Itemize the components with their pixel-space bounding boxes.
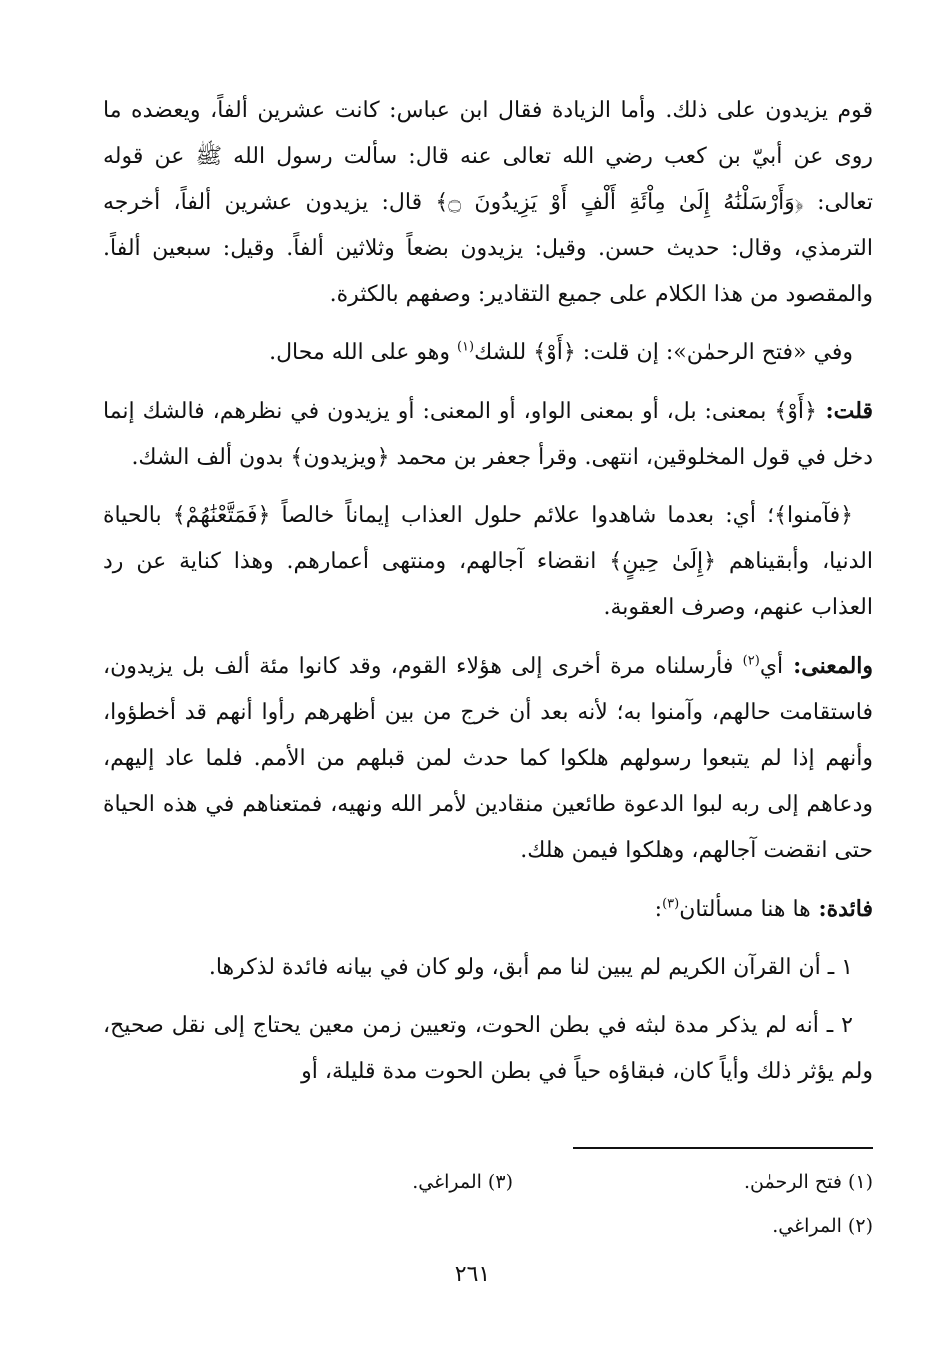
footnotes-row-1 bbox=[103, 1160, 873, 1204]
footnote-separator bbox=[573, 1147, 873, 1149]
footnote-ref-2: (٢) bbox=[742, 653, 760, 669]
paragraph-2-text-b: وهو على الله محال. bbox=[269, 340, 457, 365]
page-number: ٢٦١ bbox=[454, 1262, 491, 1287]
paragraph-8: ٢ ـ أنه لم يذكر مدة لبثه في بطن الحوت، وتعيين زمن معين يحتاج إلى نقل صحيح، ولم يؤثر ذلك وأياً كان، فبقاؤه حياً في بطن الحوت مدة قليلة، أو bbox=[103, 1013, 873, 1084]
paragraph-6 bbox=[103, 886, 873, 933]
paragraph-6-lead: فائدة: bbox=[810, 896, 873, 922]
paragraph-2 bbox=[103, 330, 873, 376]
footnotes bbox=[103, 1160, 873, 1248]
paragraph-5-lead: والمعنى: bbox=[783, 653, 874, 679]
footnote-ref-3: (٣) bbox=[662, 896, 680, 912]
footnote-ref-1: (١) bbox=[456, 339, 475, 355]
paragraph-7: ١ ـ أن القرآن الكريم لم يبين لنا مم أبق، ولو كان في بيانه فائدة لذكرها. bbox=[208, 955, 853, 980]
paragraph-3-lead: قلت: bbox=[816, 398, 873, 424]
paragraph-6-text-a: ها هنا مسألتان bbox=[679, 897, 811, 922]
paragraph-5-text-b: فأرسلناه مرة أخرى إلى هؤلاء القوم، وقد كانوا مئة ألف بل يزيدون، فاستقامت حالهم، وآمنوا به؛ لأنه بعد أن خرج من بين أظهرهم رأوا أنهم قد أخطؤوا، وأنهم إذا لم يتبعوا رسولهم هلكوا كما حدث لمن قبلهم من الأمم. فلما عاد إليهم، ودعاهم إلى ربه لبوا الدعوة طائعين منقادين لأمر الله ونهيه، فمتعناهم في هذه الحياة حتى انقضت آجالهم، وهلكوا فيمن هلك. bbox=[103, 654, 873, 863]
paragraph-3 bbox=[103, 388, 873, 481]
footnotes-row-2 bbox=[103, 1204, 873, 1248]
footnote-2: (٢) المراغي. bbox=[772, 1215, 873, 1237]
paragraph-2-text-a: وفي «فتح الرحمٰن»: إن قلت: ﴿أَوْ﴾ للشك bbox=[474, 340, 853, 365]
main-text bbox=[103, 88, 873, 1107]
paragraph-5-text-a: أي bbox=[759, 654, 784, 679]
paragraph-4: ﴿فآمنوا﴾؛ أي: بعدما شاهدوا علائم حلول العذاب إيماناً خالصاً ﴿فَمَتَّعْنَٰهُمْ﴾ بالحياة الدنيا، وأبقيناهم ﴿إِلَىٰ حِينٍ﴾ انقضاء آجالهم، ومنتهى أعمارهم. وهذا كناية عن رد العذاب عنهم، وصرف العقوبة. bbox=[103, 503, 873, 620]
paragraph-5 bbox=[103, 643, 873, 874]
paragraph-6-text-b: : bbox=[654, 897, 663, 922]
footnote-1: (١) فتح الرحمٰن. bbox=[744, 1171, 873, 1193]
footnote-3: (٣) المراغي. bbox=[412, 1171, 513, 1193]
paragraph-3-text: ﴿أَوْ﴾ بمعنى: بل، أو بمعنى الواو، أو المعنى: أو يزيدون في نظرهم، فالشك إنما دخل في قول المخلوقين، انتهى. وقرأ جعفر بن محمد ﴿ويزيدون﴾ بدون ألف الشك. bbox=[103, 399, 873, 470]
paragraph-1: قوم يزيدون على ذلك. وأما الزيادة فقال ابن عباس: كانت عشرين ألفاً، ويعضده ما روى عن أبيّ بن كعب رضي الله تعالى عنه قال: سألت رسول الله ﷺ عن قوله تعالى: ﴿وَأَرْسَلْنَٰهُ إِلَىٰ مِاْئَةِ أَلْفٍ أَوْ يَزِيدُونَ ۝﴾ قال: يزيدون عشرين ألفاً، أخرجه الترمذي، وقال: حديث حسن. وقيل: يزيدون بضعاً وثلاثين ألفاً. وقيل: سبعين ألفاً. والمقصود من هذا الكلام على جميع التقادير: وصفهم بالكثرة. bbox=[103, 98, 873, 307]
